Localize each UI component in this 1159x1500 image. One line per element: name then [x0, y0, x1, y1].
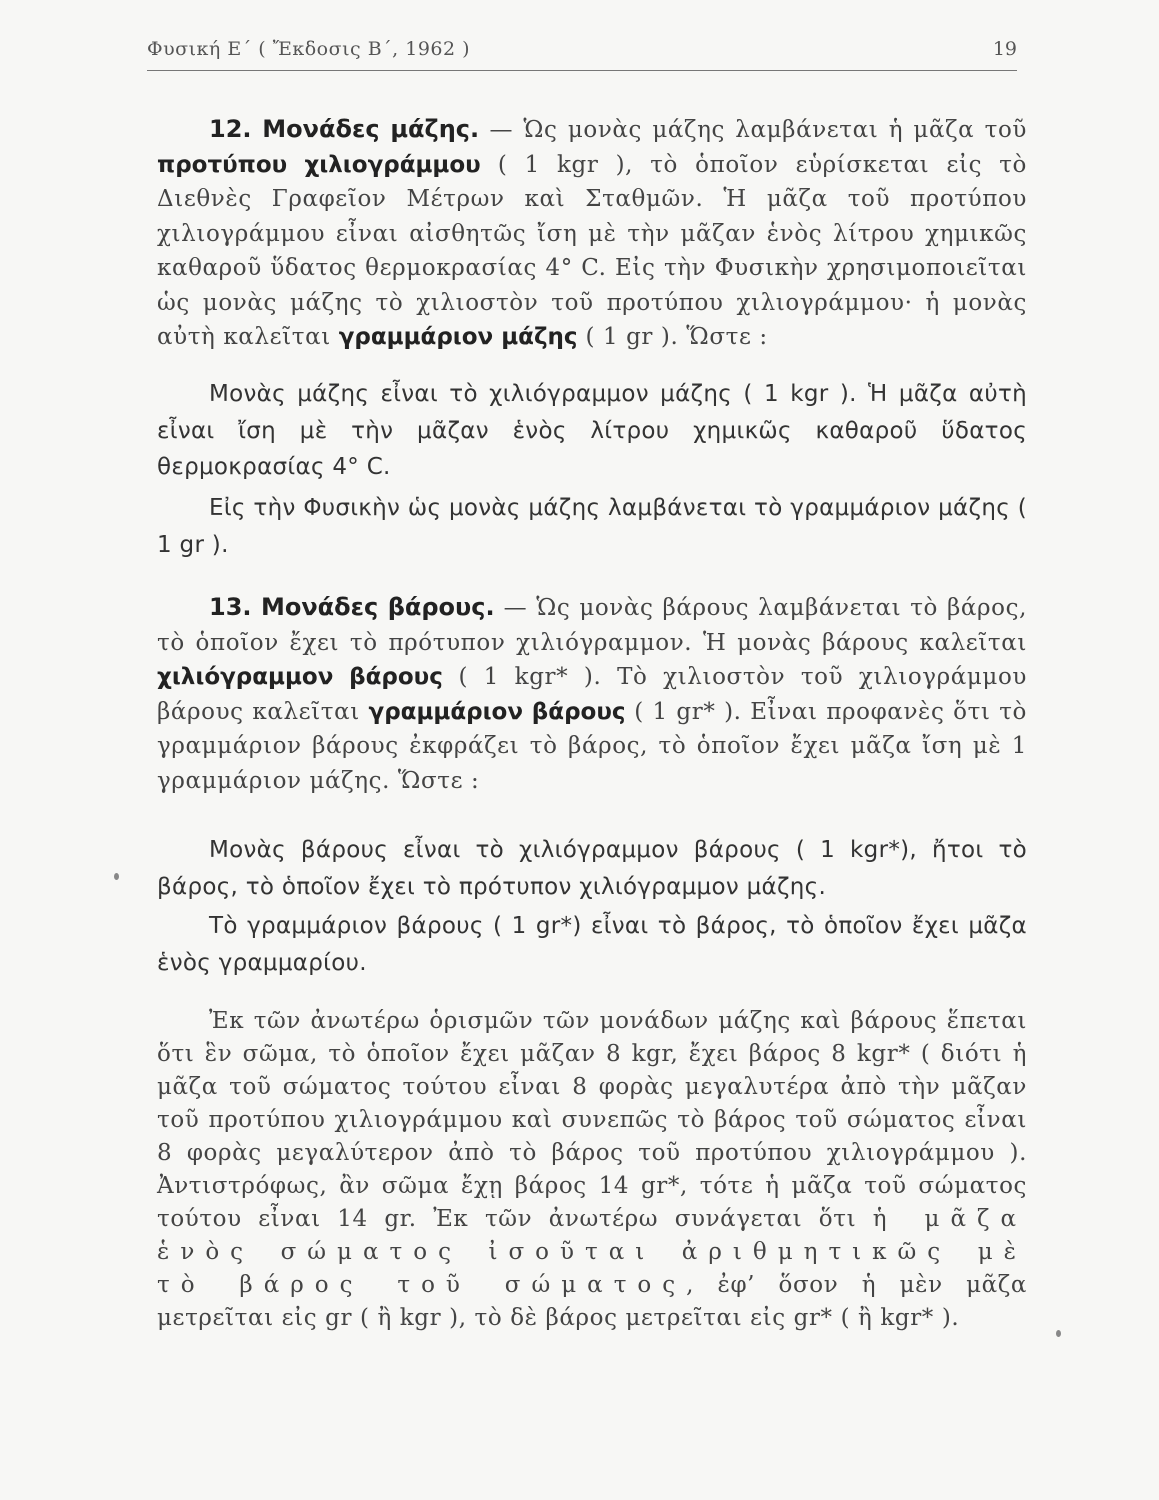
- section-12-text-2: ( 1 kgr ), τὸ ὁποῖον εὑρίσκεται εἰς τὸ Διεθνὲς Γραφεῖον Μέτρων καὶ Σταθμῶν. Ἡ μᾶζα τοῦ προτύπου χιλιογράμμου εἶναι αἰσθητῶς ἴση μὲ τὴν μᾶζαν ἑνὸς λίτρου χημικῶς καθαροῦ ὕδατος θερμοκρασίας 4° C. Εἰς τὴν Φυσικὴν χρησιμοποιεῖται ὡς μονὰς μάζης τὸ χιλιοστὸν τοῦ προτύπου χιλιογράμμου· ἡ μονὰς αὐτὴ καλεῖται: [157, 151, 1027, 350]
- page-number: 19: [992, 38, 1017, 60]
- section-13-paragraph: [157, 590, 1027, 798]
- term-kilogram-weight: χιλιόγραμμον βάρους: [157, 664, 443, 690]
- section-12-paragraph: [157, 112, 1027, 355]
- section-13-text-3: ( 1 gr* ). Εἶναι προφανὲς ὅτι τὸ γραμμάριον βάρους ἐκφράζει τὸ βάρος, τὸ ὁποῖον ἔχει μᾶζα ἴση μὲ 1 γραμμάριον μάζης. Ὥστε :: [157, 698, 1027, 794]
- section-13-summary-1: Μονὰς βάρους εἶναι τὸ χιλιόγραμμον βάρους ( 1 kgr*), ἤτοι τὸ βάρος, τὸ ὁποῖον ἔχει τὸ πρότυπον χιλιόγραμμον μάζης.: [157, 837, 1027, 900]
- section-12-summary-1: Μονὰς μάζης εἶναι τὸ χιλιόγραμμον μάζης ( 1 kgr ). Ἡ μᾶζα αὐτὴ εἶναι ἴση μὲ τὴν μᾶζαν ἑνὸς λίτρου χημικῶς καθαροῦ ὕδατος θερμοκρασίας 4° C.: [157, 381, 1027, 480]
- section-13-heading: 13. Μονάδες βάρους.: [209, 593, 495, 621]
- section-12-heading: 12. Μονάδες μάζης.: [209, 115, 480, 143]
- section-13-text-1: — Ὡς μονὰς βάρους λαμβάνεται τὸ βάρος, τὸ ὁποῖον ἔχει τὸ πρότυπον χιλιόγραμμον. Ἡ μονὰς βάρους καλεῖται: [157, 595, 1027, 656]
- section-12-summary-2: Εἰς τὴν Φυσικὴν ὡς μονὰς μάζης λαμβάνεται τὸ γραμμάριον μάζης ( 1 gr ).: [157, 495, 1027, 558]
- term-gram-weight: γραμμάριον βάρους: [368, 698, 626, 725]
- running-head: [147, 38, 1017, 68]
- scan-speck: [1056, 1330, 1061, 1337]
- conclusion-paragraph: [157, 1005, 1027, 1335]
- section-12-text-3: ( 1 gr ). Ὥστε :: [577, 324, 768, 350]
- section-12-text-1: — Ὡς μονὰς μάζης λαμβάνεται ἡ μᾶζα τοῦ: [479, 117, 1027, 143]
- running-head-title: Φυσική Ε΄ ( Ἔκδοσις Β΄, 1962 ): [147, 38, 471, 60]
- header-rule: [147, 70, 1017, 71]
- conclusion-text-2: , ἐφ’ ὅσον ἡ μὲν μᾶζα μετρεῖται εἰς gr ( ἢ kgr ), τὸ δὲ βάρος μετρεῖται εἰς gr* ( ἢ kgr* ).: [157, 1272, 1027, 1331]
- term-gram-mass: γραμμάριον μάζης: [338, 324, 578, 350]
- conclusion-text-1: Ἐκ τῶν ἀνωτέρω ὁρισμῶν τῶν μονάδων μάζης καὶ βάρους ἕπεται ὅτι ἓν σῶμα, τὸ ὁποῖον ἔχει μᾶζαν 8 kgr, ἔχει βάρος 8 kgr* ( διότι ἡ μᾶζα τοῦ σώματος τούτου εἶναι 8 φορὰς μεγαλυτέρα ἀπὸ τὴν μᾶζαν τοῦ προτύπου χιλιογράμμου καὶ συνεπῶς τὸ βάρος τοῦ σώματος εἶναι 8 φορὰς μεγαλύτερον ἀπὸ τὸ βάρος τοῦ προτύπου χιλιογράμμου ). Ἀντιστρόφως, ἂν σῶμα ἔχῃ βάρος 14 gr*, τότε ἡ μᾶζα τοῦ σώματος τούτου εἶναι 14 gr. Ἐκ τῶν ἀνωτέρω συνάγεται ὅτι: [157, 1008, 1027, 1232]
- section-13-summary-2: Τὸ γραμμάριον βάρους ( 1 gr*) εἶναι τὸ βάρος, τὸ ὁποῖον ἔχει μᾶζα ἑνὸς γραμμαρίου.: [157, 913, 1027, 976]
- conclusion-emphasis: ἡ μᾶζα ἑνὸς σώματος ἰσοῦται ἀριθμητικῶς μὲ τὸ βάρος τοῦ σώματος: [157, 1206, 1027, 1298]
- section-13-text-2: ( 1 kgr* ). Τὸ χιλιοστὸν τοῦ χιλιογράμμου βάρους καλεῖται: [157, 664, 1028, 725]
- scan-speck: [114, 873, 119, 880]
- term-standard-kilogram: προτύπου χιλιογράμμου: [157, 151, 481, 178]
